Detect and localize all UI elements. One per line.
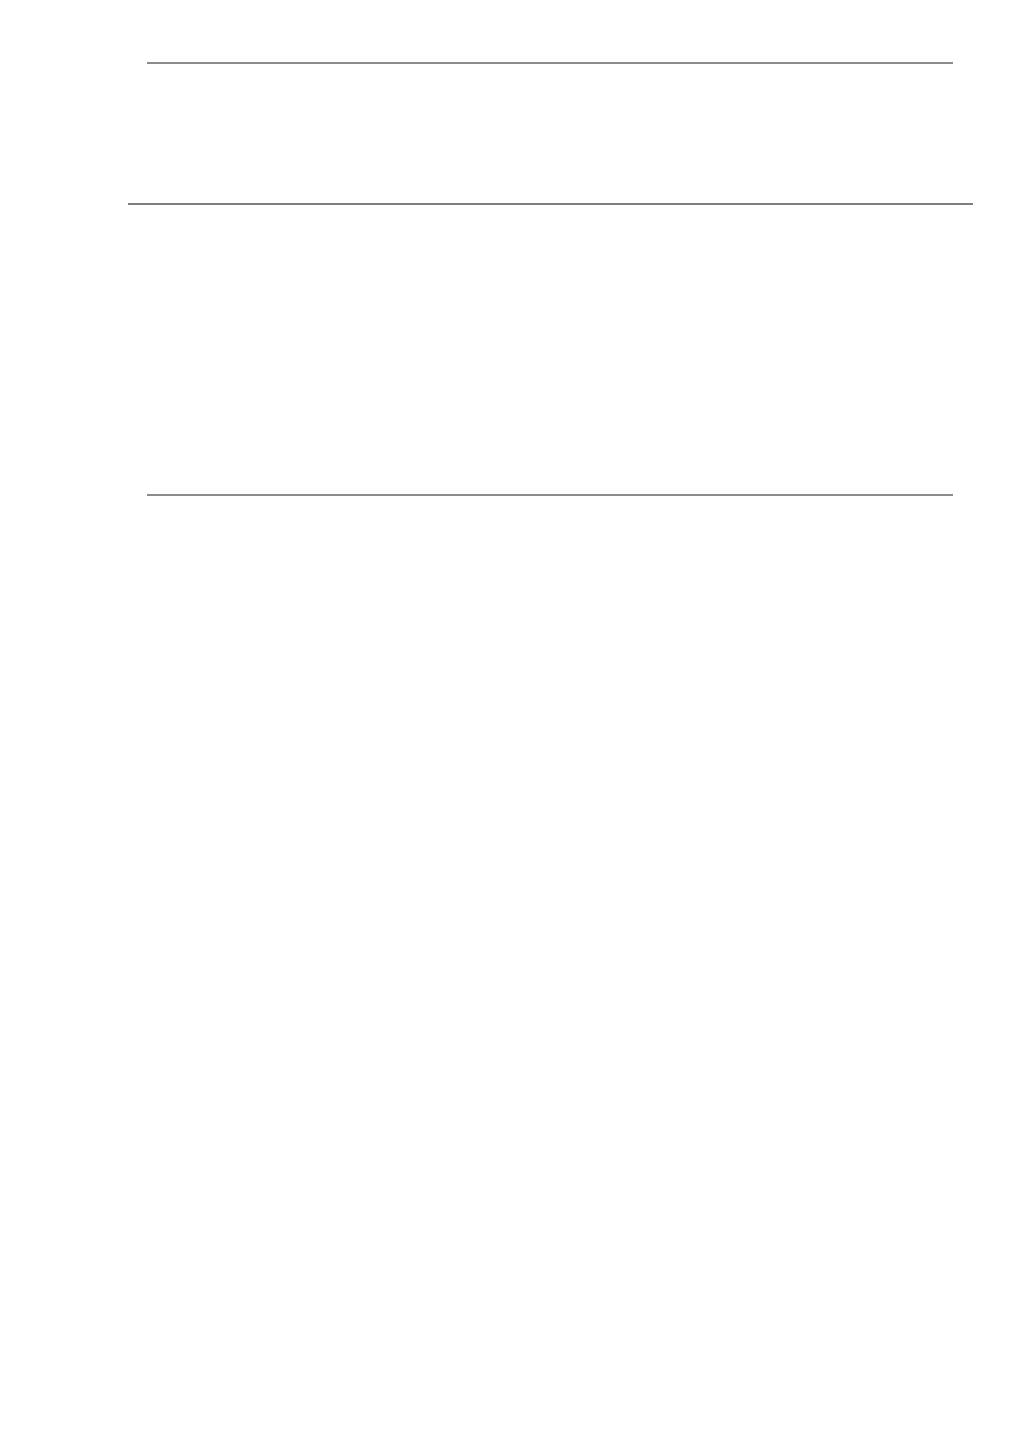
code-block-top: [147, 62, 953, 64]
console-output: [128, 203, 973, 205]
code-block-main: [147, 494, 953, 496]
